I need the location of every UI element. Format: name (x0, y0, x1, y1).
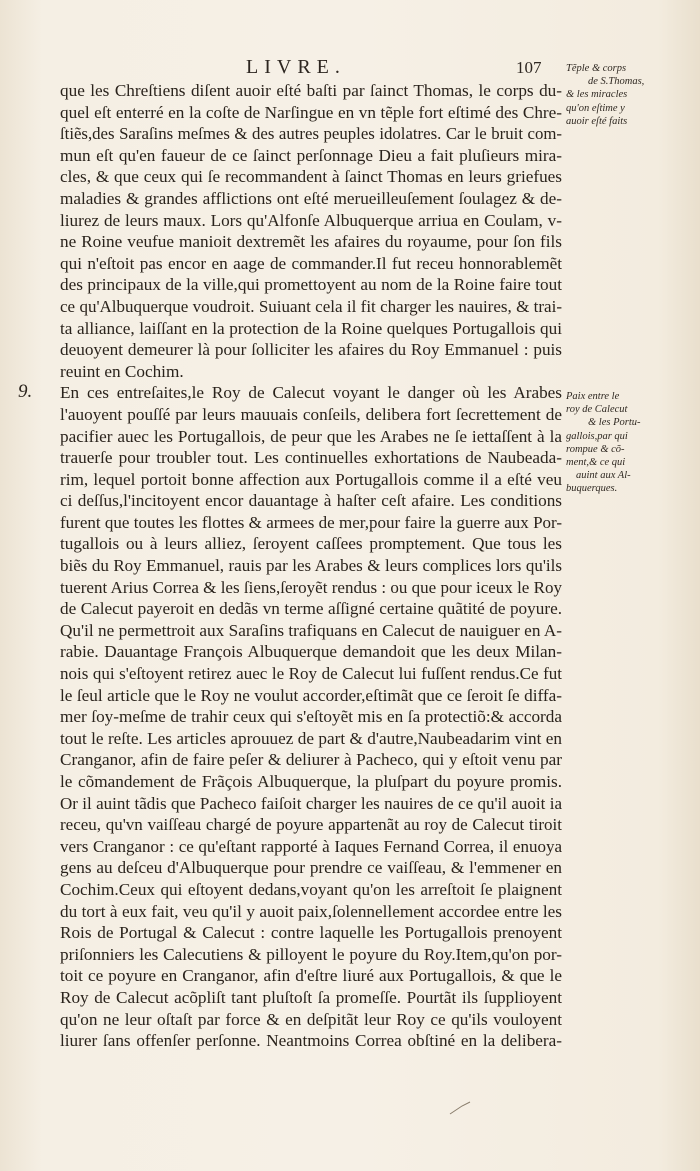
page-number: 107 (516, 58, 542, 77)
marginal-note-line: & les miracles (566, 89, 628, 101)
text-line: cles, & que ceux qui ſe recommandent à ſainct Thomas en leurs griefues (60, 167, 562, 187)
marginal-note-line: & les Portu- (588, 417, 641, 429)
marginal-note-line: Tẽple & corps (566, 63, 627, 74)
text-line: toit ce poyure en Cranganor, afin d'eſtre liuré aux Portugallois, & que le (60, 966, 562, 986)
text-line: tout le reſte. Les articles aprouuez de part & d'autre,Naubeadarim vint en (60, 728, 562, 748)
text-line: tugallois ou à leurs alliez, ſeroyent caſſees promptement. Que tous les (60, 534, 562, 554)
text-line: que les Chreſtiens diſent auoir eſté baſti par ſainct Thomas, le corps du- (60, 81, 562, 100)
text-line: le cõmandement de Frãçois Albuquerque, la pluſpart du poyure promis. (60, 772, 562, 791)
text-line: receu, qu'vn vaiſſeau chargé de poyure appartenãt au roy de Calecut tiroit (60, 815, 562, 835)
marginal-note-line: qu'on eſtime y (566, 102, 625, 114)
text-line: priſonniers les Calecutiens & pilloyent le poyure du Roy.Item,qu'on por- (60, 944, 562, 964)
marginal-note-line: ment,& ce qui (566, 457, 626, 469)
text-line: ſtiẽs,des Saraſins meſmes & des autres peuples idolatres. Car le bruit com- (60, 124, 562, 144)
text-line: rim, lequel portoit bonne affection aux Portugallois comme il a eſté veu (60, 469, 562, 489)
text-line: de Calecut payeroit en dedãs vn terme aſſigné certaine quãtité de poyure. (60, 599, 562, 619)
text-line: qu'on ne leur oſtaſt par force & en deſpitãt leur Roy ce qu'ils vouloyent (60, 1009, 562, 1029)
marginal-note-line: gallois,par qui (566, 430, 628, 442)
paragraph-number: 9. (18, 381, 33, 402)
text-line: quel eſt enterré en la coſte de Narſingue en vn tẽple fort eſtimé des Chre- (60, 102, 562, 122)
text-line: liurez de leurs maux. Lors qu'Alfonſe Albuquerque arriua en Coulam, v- (60, 210, 562, 230)
text-line: biẽs du Roy Emmanuel, rauis par les Arabes & leurs complices lors qu'ils (60, 556, 562, 576)
text-line: trauerſe pour troubler tout. Les continuelles exhortations de Naubeada- (60, 448, 562, 468)
text-line: mun eſt qu'en faueur de ce ſainct perſonnage Dieu a fait pluſieurs mira- (60, 145, 562, 165)
text-line: En ces entreſaites,le Roy de Calecut voyant le danger où les Arabes (60, 383, 562, 403)
text-line: du tort à eux fait, veu qu'il y auoit paix,ſolennellement accordee entre les (60, 901, 562, 921)
text-line: deuoyent demeurer là pour ſolliciter les afaires du Roy Emmanuel : puis (60, 340, 562, 360)
marginal-note-line: auoir eſté faits (566, 115, 628, 127)
text-line: ce qu'Albuquerque voudroit. Suiuant cela il fit charger les nauires, & trai- (60, 296, 562, 316)
marginal-note-2 (566, 390, 684, 496)
marginal-note-1 (566, 62, 684, 128)
marginal-note-line: roy de Calecut (566, 404, 628, 416)
text-line: des principaux de la ville,qui promettoyent au nom de la Roine faire tout (60, 275, 562, 295)
text-line: mer ſoy-meſme de trahir ceux qui s'eſtoyẽt mis en ſa protectiõ:& accorda (60, 707, 562, 727)
text-line: Rois de Portugal & Calecut : contre laquelle les Portugallois prenoyent (60, 923, 562, 943)
body-text (60, 80, 562, 1052)
marginal-note-line: rompue & cõ- (566, 443, 625, 455)
marginal-note-line: Paix entre le (566, 391, 620, 402)
text-line: pacifier auec les Portugallois, de peur que les Arabes ne ſe iettaſſent à la (60, 426, 562, 446)
text-line: Or il auint tãdis que Pacheco faiſoit charger les nauires de ce qu'il auoit ia (60, 793, 562, 813)
text-line: maladies & grandes afflictions ont eſté merueilleuſement ſoulagez & de- (60, 188, 562, 208)
text-line: Roy de Calecut acõpliſt tant pluſtoſt ſa promeſſe. Pourtãt ils ſupplioyent (60, 987, 562, 1007)
text-line: ci deſſus,l'incitoyent encor dauantage à haſter ceſt afaire. Les conditions (60, 491, 562, 511)
text-line: Cochim.Ceux qui eſtoyent dedans,voyant qu'on les arreſtoit ſe plaignent (60, 879, 562, 899)
text-line: reuint en Cochim. (60, 361, 184, 381)
text-line: liurer ſans offenſer perſonne. Neantmoins Correa obſtiné en la delibera- (60, 1031, 562, 1051)
text-line: Cranganor, afin de faire peſer & deliurer à Pacheco, qui y eſtoit venu par (60, 750, 562, 770)
marginal-note-line: de S.Thomas, (588, 76, 645, 88)
marginal-note-line: auint aux Al- (576, 470, 631, 482)
running-title: LIVRE. (246, 56, 346, 78)
text-line: nois qui s'eſtoyent retirez auec le Roy de Calecut lui fuſſent rendus.Ce fut (60, 664, 562, 684)
text-line: gens au deſceu d'Albuquerque pour prendre ce vaiſſeau, & l'emmener en (60, 858, 562, 878)
pen-stroke-mark (448, 1098, 478, 1118)
text-line: furent que toutes les flottes & armees de mer,pour faire la guerre aux Por- (60, 512, 562, 532)
text-line: rabie. Dauantage François Albuquerque demandoit que les deux Milan- (60, 642, 562, 662)
text-line: ta alliance, laiſſant en la protection de la Roine quelques Portugallois qui (60, 318, 562, 338)
text-line: le ſeul article que le Roy ne voulut accorder,eſtimãt que ce ſeroit ſe diffa- (60, 685, 562, 705)
text-line: l'auoyent pouſſé par leurs mauuais conſeils, delibera fort ſecrettement de (60, 404, 562, 424)
text-line: Qu'il ne permettroit aux Saraſins trafiquans en Calecut de nauiguer en A- (60, 620, 562, 640)
text-line: qui n'eſtoit pas encor en aage de commander.Il fut receu honnorablemẽt (60, 253, 562, 273)
text-line: tuerent Arius Correa & les ſiens,ſeroyẽt rendus : ou que pour iceux le Roy (60, 577, 562, 597)
text-line: vers Cranganor : ce qu'eſtant rapporté à Iaques Fernand Correa, il enuoya (60, 836, 562, 856)
text-line: ne Roine veufue manioit dextremẽt les afaires du royaume, pour ſon fils (60, 232, 562, 252)
marginal-note-line: buquerques. (566, 483, 618, 495)
